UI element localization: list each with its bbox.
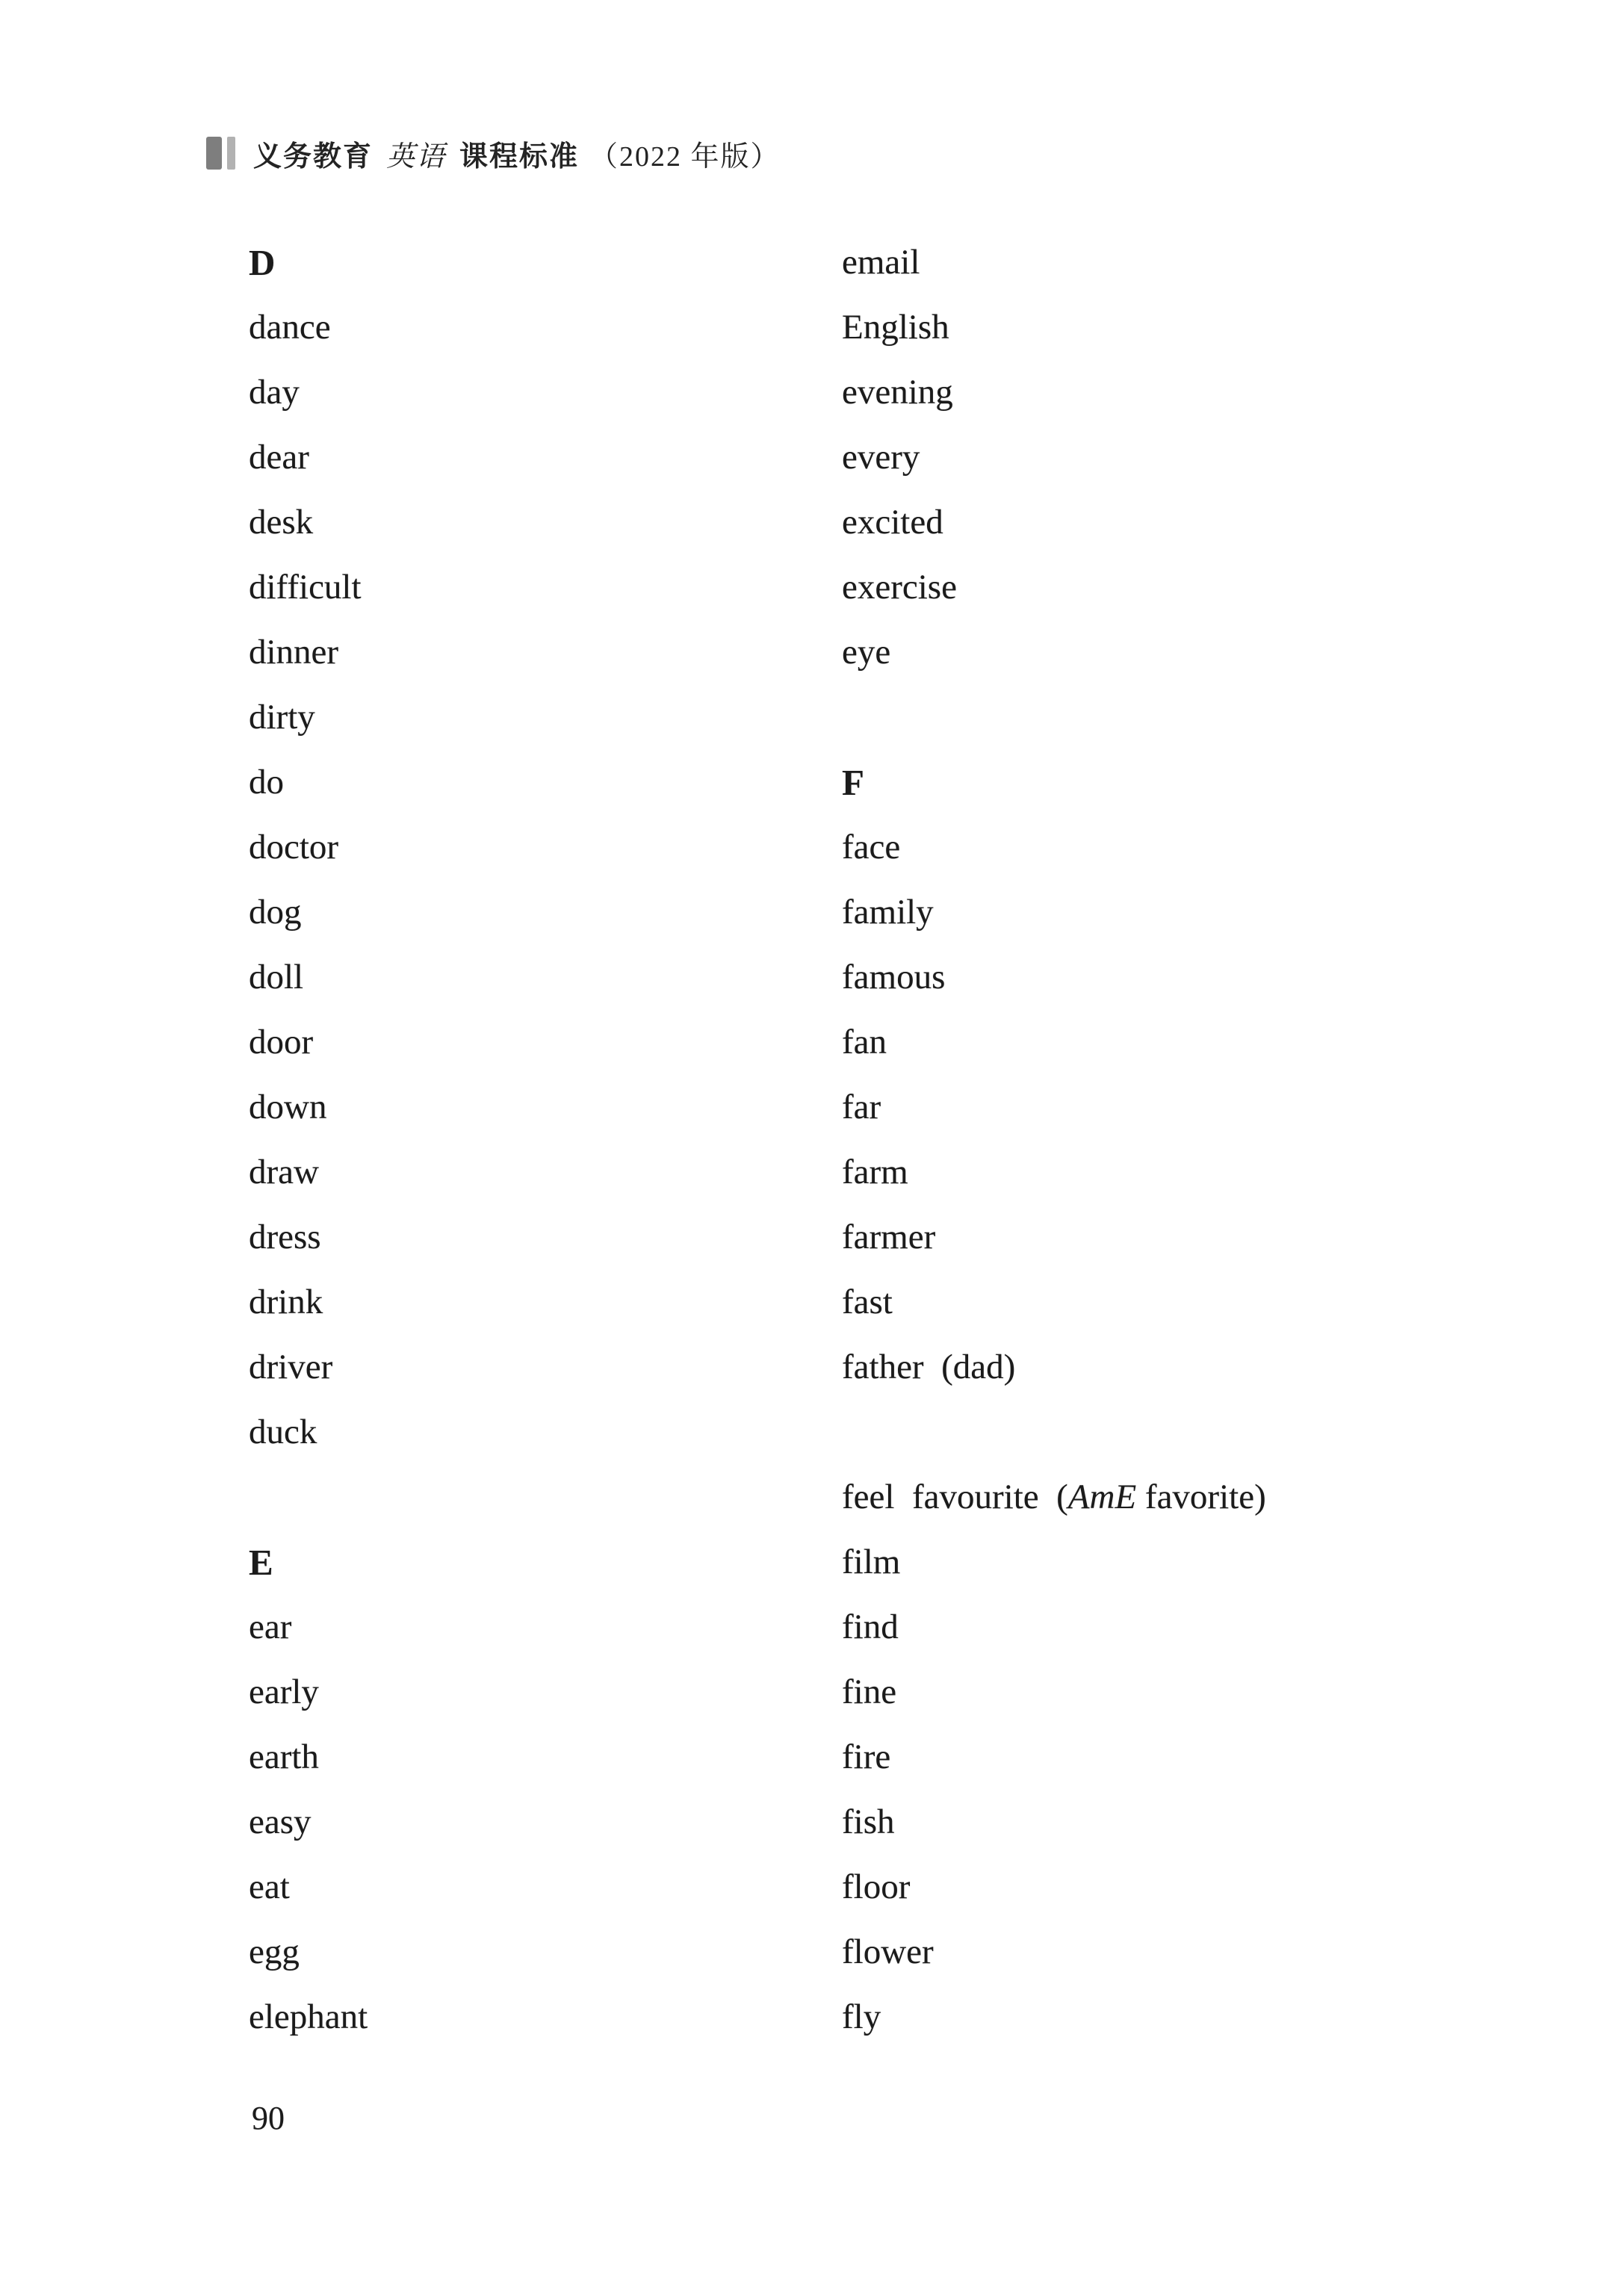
- word-row: famous: [842, 958, 946, 996]
- word-row: father (dad): [842, 1348, 1016, 1386]
- header-title-subject: 英语: [386, 140, 447, 173]
- word-favourite-post: favorite): [1136, 1478, 1266, 1516]
- word-row: flower: [842, 1932, 934, 1971]
- word-row: dress: [249, 1218, 321, 1256]
- word-row: far: [842, 1088, 881, 1126]
- word-row: floor: [842, 1867, 911, 1906]
- word-row: fine: [842, 1673, 897, 1711]
- word-row: feel: [842, 1478, 895, 1516]
- word-row: desk: [249, 503, 314, 542]
- word-row: doctor: [249, 828, 339, 867]
- word-row: down: [249, 1088, 327, 1126]
- word-row: fire: [842, 1737, 891, 1776]
- word-row: farmer: [842, 1218, 936, 1256]
- page-number: 90: [252, 2100, 285, 2136]
- page-header: [206, 134, 781, 172]
- word-column-left: [249, 230, 831, 2050]
- blank-row: [842, 685, 1425, 750]
- word-row: evening: [842, 373, 953, 412]
- word-row: driver: [249, 1348, 333, 1386]
- word-row: fly: [842, 1997, 881, 2036]
- word-row: dinner: [249, 633, 339, 672]
- word-row: exercise: [842, 568, 957, 607]
- word-row: do: [249, 763, 284, 802]
- header-title-standard: 课程标准: [459, 140, 580, 173]
- word-row: dear: [249, 438, 309, 477]
- word-row: easy: [249, 1802, 312, 1841]
- word-row: English: [842, 308, 949, 347]
- word-row: doll: [249, 958, 304, 996]
- header-bar-light-icon: [227, 137, 235, 170]
- word-row: dance: [249, 308, 331, 347]
- section-letter: E: [249, 1542, 273, 1583]
- word-row: door: [249, 1023, 314, 1061]
- word-row: fast: [842, 1283, 893, 1321]
- word-row: farm: [842, 1153, 908, 1191]
- header-bar-dark-icon: [206, 137, 222, 170]
- header-title-edition: （2022 年版）: [589, 140, 781, 173]
- word-row: face: [842, 828, 901, 867]
- word-row: ear: [249, 1608, 292, 1646]
- word-row: family: [842, 893, 934, 931]
- word-row: difficult: [249, 568, 362, 607]
- word-row: eye: [842, 633, 891, 672]
- word-row: draw: [249, 1153, 319, 1191]
- word-favourite-pre: favourite (: [912, 1478, 1068, 1516]
- word-row: early: [249, 1673, 319, 1711]
- word-row: email: [842, 243, 920, 282]
- word-row: dirty: [249, 698, 315, 737]
- word-row: dog: [249, 893, 302, 931]
- word-row: elephant: [249, 1997, 368, 2036]
- word-row: fish: [842, 1802, 895, 1841]
- word-row: every: [842, 438, 920, 477]
- word-row: find: [842, 1608, 899, 1646]
- word-row: fan: [842, 1023, 887, 1061]
- word-row: eat: [249, 1867, 290, 1906]
- section-letter: D: [249, 242, 276, 283]
- header-title-main: 义务教育: [253, 140, 374, 173]
- word-row: egg: [249, 1932, 300, 1971]
- word-column-right: [842, 230, 1425, 2050]
- word-row: day: [249, 373, 300, 412]
- word-row: excited: [842, 503, 943, 542]
- word-row: duck: [249, 1413, 317, 1451]
- section-letter: F: [842, 762, 864, 803]
- word-row: earth: [249, 1737, 319, 1776]
- word-row: film: [842, 1543, 901, 1581]
- word-favourite-variant-label: AmE: [1067, 1478, 1137, 1516]
- blank-row: [249, 1465, 831, 1530]
- word-row: drink: [249, 1283, 323, 1321]
